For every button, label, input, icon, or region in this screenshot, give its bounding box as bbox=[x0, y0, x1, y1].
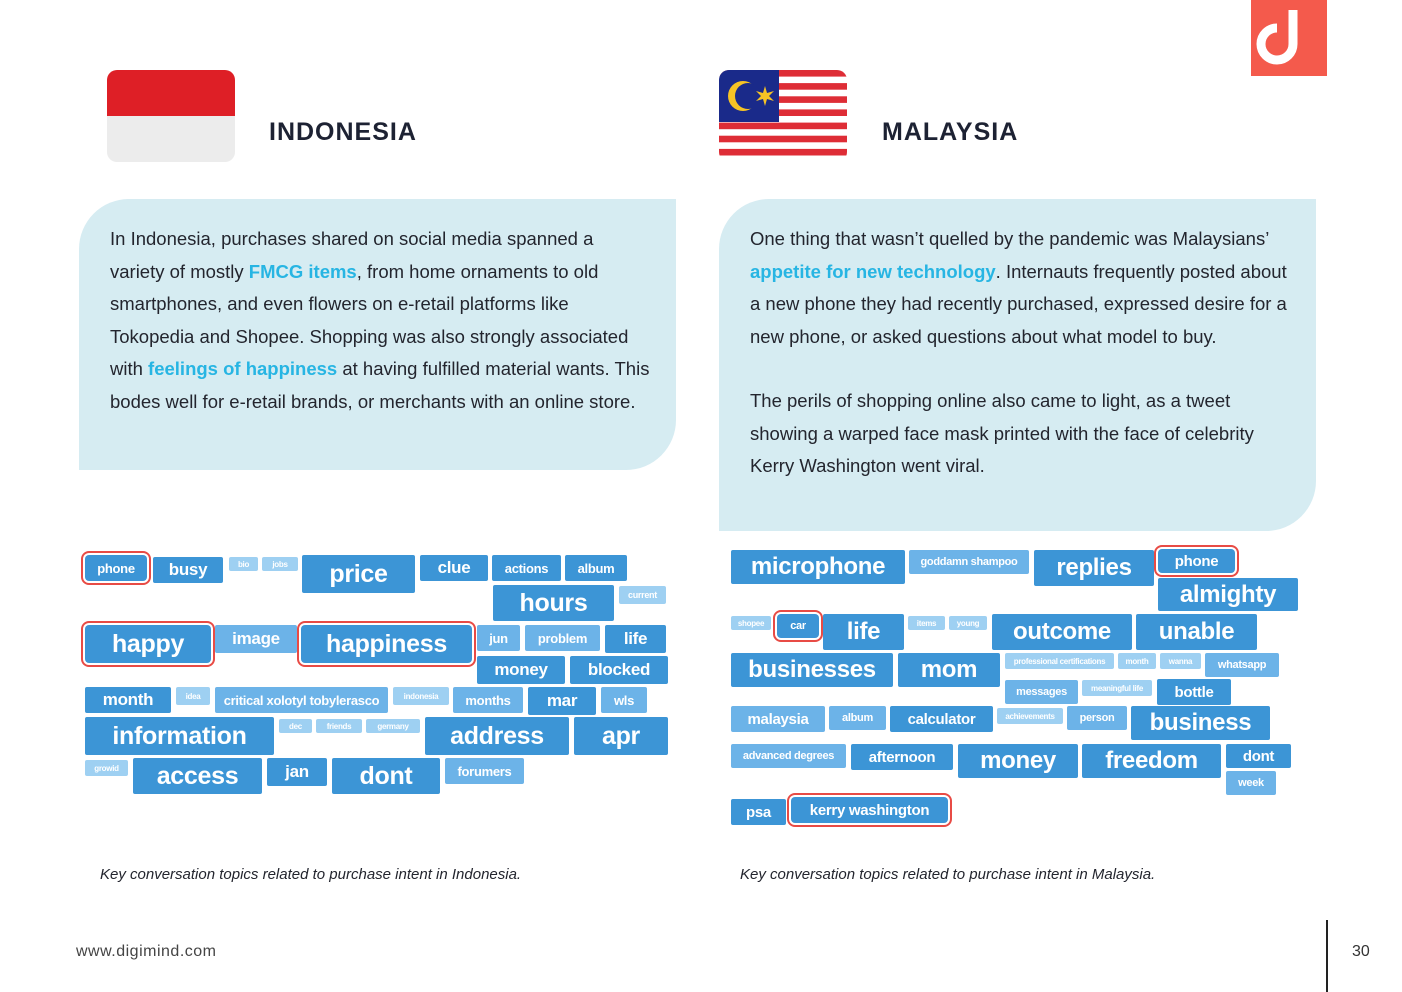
tag-business: business bbox=[1131, 706, 1270, 740]
tag-clue: clue bbox=[420, 555, 488, 581]
tag-information: information bbox=[85, 717, 274, 755]
tag-hours: hours bbox=[493, 585, 614, 621]
tag-psa: psa bbox=[731, 799, 786, 825]
tag-life: life bbox=[605, 625, 666, 653]
tag-replies: replies bbox=[1034, 550, 1154, 586]
tag-jobs: jobs bbox=[262, 557, 298, 571]
tag-happiness: happiness bbox=[301, 625, 472, 663]
tag-bio: bio bbox=[229, 557, 258, 571]
tag-album: album bbox=[565, 555, 627, 581]
tag-month-my: month bbox=[1118, 653, 1156, 669]
tag-professional-certifications: professional certifications bbox=[1005, 653, 1114, 669]
tag-young: young bbox=[949, 616, 987, 630]
digimind-logo-icon bbox=[1251, 0, 1327, 76]
tag-phone: phone bbox=[85, 555, 147, 581]
tag-advanced-degrees: advanced degrees bbox=[731, 744, 846, 768]
tag-busy: busy bbox=[153, 557, 223, 583]
tag-mom: mom bbox=[898, 653, 1000, 687]
indonesia-caption: Key conversation topics related to purchase intent in Indonesia. bbox=[100, 866, 522, 883]
indonesia-summary-text: In Indonesia, purchases shared on social media spanned a variety of mostly FMCG items, from home ornaments to old smartphones, and even flowers on e-retail platforms like Tokopedia and Shopee. Shopping was also strongly associated with feelings of happiness at having fulfilled material wants. This bodes well for e-retail brands, or merchants with an online store. bbox=[110, 228, 650, 412]
footer-url[interactable]: www.digimind.com bbox=[76, 943, 217, 960]
tag-meaningful-life: meaningful life bbox=[1082, 680, 1152, 696]
tag-outcome: outcome bbox=[992, 614, 1132, 650]
indonesia-highlight-fmcg: FMCG items bbox=[248, 260, 357, 282]
tag-afternoon: afternoon bbox=[851, 744, 953, 770]
tag-businesses: businesses bbox=[731, 653, 893, 687]
malaysia-caption: Key conversation topics related to purchase intent in Malaysia. bbox=[740, 866, 1156, 883]
tag-malaysia: malaysia bbox=[731, 706, 825, 732]
page-number: 30 bbox=[1352, 943, 1370, 960]
tag-kerry-washington: kerry washington bbox=[791, 797, 948, 823]
malaysia-summary-text-2: The perils of shopping online also came to light, as a tweet showing a warped face mask printed with the face of celebrity Kerry Washington went viral. bbox=[750, 390, 1254, 476]
tag-happy: happy bbox=[85, 625, 211, 663]
malaysia-flag bbox=[719, 70, 847, 162]
tag-dec: dec bbox=[279, 719, 312, 733]
tag-week: week bbox=[1226, 771, 1276, 795]
tag-car: car bbox=[777, 614, 819, 638]
tag-wanna: wanna bbox=[1160, 653, 1201, 669]
tag-access: access bbox=[133, 758, 262, 794]
indonesia-summary-card bbox=[79, 199, 676, 470]
malaysia-summary-card bbox=[719, 199, 1316, 531]
tag-current: current bbox=[619, 586, 666, 604]
malaysia-title: MALAYSIA bbox=[882, 118, 1019, 146]
tag-messages: messages bbox=[1005, 680, 1078, 704]
tag-life-my: life bbox=[823, 614, 904, 650]
footer-divider bbox=[1326, 920, 1328, 992]
tag-mar: mar bbox=[528, 687, 596, 715]
tag-friends: friends bbox=[316, 719, 362, 733]
tag-items: items bbox=[908, 616, 945, 630]
tag-album-my: album bbox=[829, 706, 886, 730]
tag-indonesia: indonesia bbox=[393, 687, 449, 705]
indonesia-title: INDONESIA bbox=[269, 118, 417, 146]
tag-forumers: forumers bbox=[445, 758, 524, 784]
tag-dont: dont bbox=[332, 758, 440, 794]
tag-almighty: almighty bbox=[1158, 578, 1298, 611]
malaysia-highlight-technology: appetite for new technology bbox=[750, 260, 996, 282]
tag-whatsapp: whatsapp bbox=[1205, 653, 1279, 677]
tag-jan: jan bbox=[267, 758, 327, 786]
tag-image: image bbox=[215, 625, 297, 653]
digimind-logo bbox=[1251, 0, 1327, 76]
tag-blocked: blocked bbox=[570, 656, 668, 684]
tag-idea: idea bbox=[176, 687, 210, 705]
malaysia-summary-text-1: One thing that wasn’t quelled by the pandemic was Malaysians’ appetite for new technology. Internauts frequently posted about a new phone they had recently purchased, expressed desire for a new phone, or asked questions about what model to buy. bbox=[750, 228, 1287, 347]
tag-money: money bbox=[477, 656, 565, 684]
tag-unable: unable bbox=[1136, 614, 1257, 650]
tag-critical-xolotyl-tobylerasco: critical xolotyl tobylerasco bbox=[215, 687, 388, 713]
tag-problem: problem bbox=[525, 625, 600, 651]
tag-wls: wls bbox=[601, 687, 647, 713]
tag-growid: growid bbox=[85, 760, 128, 776]
tag-microphone: microphone bbox=[731, 550, 905, 584]
tag-shopee: shopee bbox=[731, 616, 771, 630]
tag-calculator: calculator bbox=[890, 706, 993, 732]
tag-actions: actions bbox=[492, 555, 561, 581]
tag-achievements: achievements bbox=[997, 708, 1063, 724]
tag-months: months bbox=[453, 687, 523, 713]
tag-money-my: money bbox=[958, 744, 1078, 778]
tag-address: address bbox=[425, 717, 569, 755]
tag-bottle: bottle bbox=[1157, 679, 1231, 705]
tag-apr: apr bbox=[574, 717, 668, 755]
tag-germany: germany bbox=[366, 719, 420, 733]
tag-freedom: freedom bbox=[1082, 744, 1221, 778]
tag-phone-my: phone bbox=[1158, 549, 1235, 573]
tag-goddamn-shampoo: goddamn shampoo bbox=[909, 550, 1029, 574]
indonesia-flag bbox=[107, 70, 235, 162]
tag-person: person bbox=[1067, 706, 1127, 730]
tag-dont-my: dont bbox=[1226, 744, 1291, 768]
indonesia-highlight-happiness: feelings of happiness bbox=[148, 358, 338, 379]
tag-jun: jun bbox=[477, 625, 520, 651]
tag-month: month bbox=[85, 687, 171, 713]
tag-price: price bbox=[302, 555, 415, 593]
